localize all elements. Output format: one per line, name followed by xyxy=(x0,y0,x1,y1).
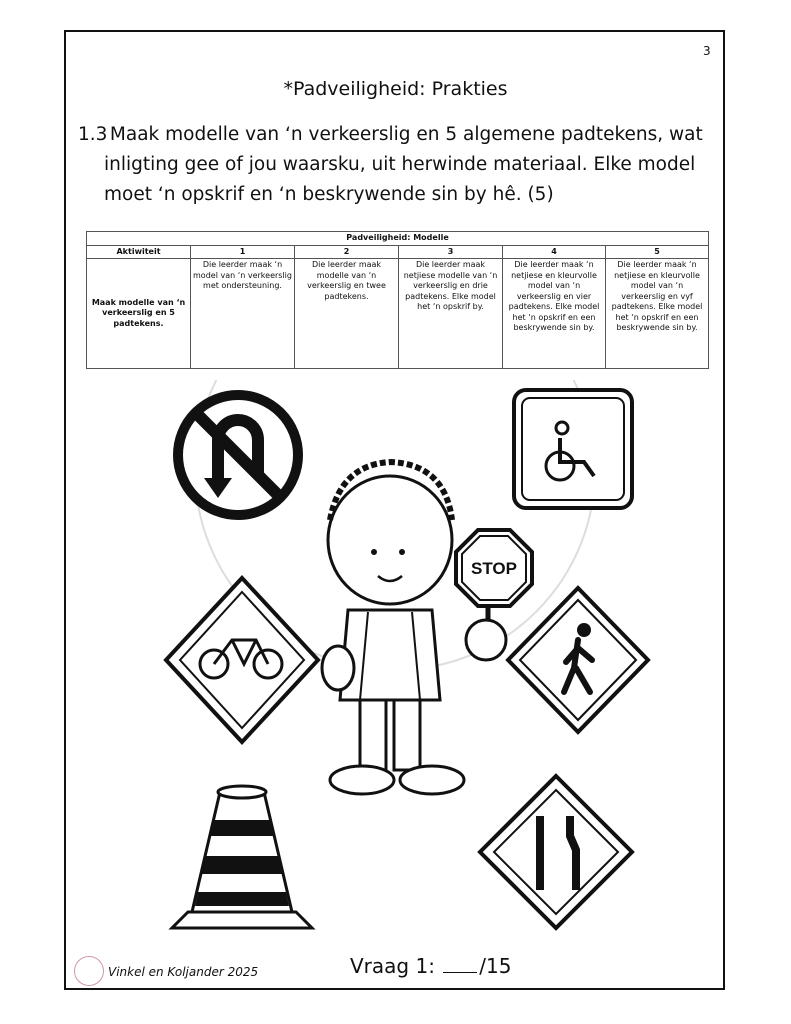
rubric-header-4: 4 xyxy=(503,245,606,259)
footer-brand: Vinkel en Koljander 2025 xyxy=(108,965,259,979)
question-label: Vraag 1: xyxy=(350,954,435,978)
rubric-activity: Maak modelle van ‘n verkeerslig en 5 padtekens. xyxy=(87,259,191,369)
task-text xyxy=(78,120,718,210)
task-line-2: inligting gee of jou waarsku, uit herwinde materiaal. Elke model xyxy=(104,154,696,175)
bicycle-icon xyxy=(166,578,318,742)
rubric-header-activity: Aktiwiteit xyxy=(87,245,191,259)
stop-sign-text: STOP xyxy=(471,559,517,578)
question-score xyxy=(350,954,511,978)
rubric-header-1: 1 xyxy=(191,245,295,259)
score-blank[interactable] xyxy=(443,972,477,973)
child-figure xyxy=(322,462,506,794)
rubric-level-5: Die leerder maak ‘n netjiese en kleurvolle model van ‘n verkeerslig en vyf padtekens. Elke model het ‘n opskrif en een beskrywende sin by. xyxy=(606,259,709,369)
brand-logo xyxy=(74,956,104,986)
rubric-header-5: 5 xyxy=(606,245,709,259)
task-line-1: Maak modelle van ‘n verkeerslig en 5 algemene padtekens, wat xyxy=(109,124,703,145)
rubric-table xyxy=(86,231,709,369)
page-number: 3 xyxy=(703,44,711,58)
no-u-turn-icon xyxy=(178,395,298,515)
pedestrian-icon xyxy=(508,588,648,732)
question-total: /15 xyxy=(479,954,512,978)
rubric-header-2: 2 xyxy=(295,245,399,259)
task-line-3: moet ‘n opskrif en ‘n beskrywende sin by hê. (5) xyxy=(104,184,554,205)
rubric-level-1: Die leerder maak ‘n model van ‘n verkeerslig met ondersteuning. xyxy=(191,259,295,369)
rubric-level-4: Die leerder maak ‘n netjiese en kleurvolle model van ‘n verkeerslig en vier padtekens. Elke model het ‘n opskrif en een beskrywende sin by. xyxy=(503,259,606,369)
stop-sign xyxy=(456,530,532,606)
rubric-level-3: Die leerder maak netjiese modelle van ‘n verkeerslig en drie padtekens. Elke model het ‘n opskrif by. xyxy=(399,259,503,369)
task-number: 1.3 xyxy=(78,124,108,145)
road-narrows-icon xyxy=(480,776,632,928)
rubric-level-2: Die leerder maak modelle van ‘n verkeerslig en twee padtekens. xyxy=(295,259,399,369)
road-signs-illustration xyxy=(150,380,660,940)
page-title: *Padveiligheid: Prakties xyxy=(283,78,508,100)
wheelchair-icon xyxy=(514,390,632,508)
traffic-cone-icon xyxy=(172,786,312,928)
rubric-caption: Padveiligheid: Modelle xyxy=(87,232,709,246)
rubric-header-3: 3 xyxy=(399,245,503,259)
